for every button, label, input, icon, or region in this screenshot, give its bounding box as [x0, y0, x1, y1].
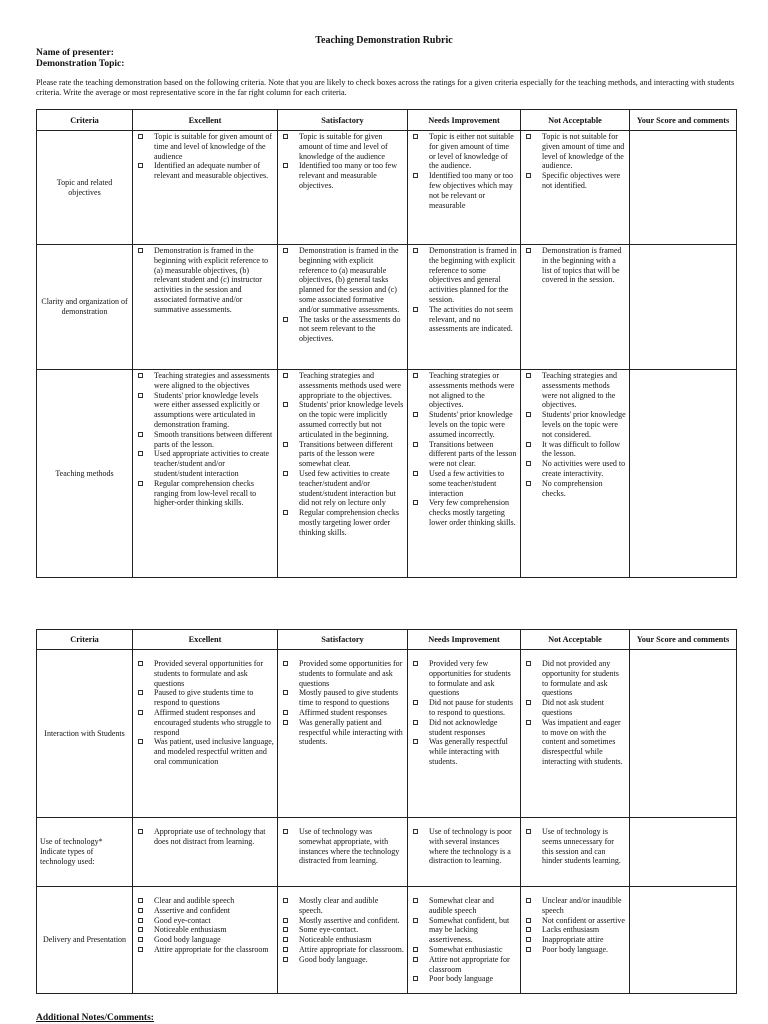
checkbox[interactable]: [526, 481, 531, 486]
criteria-cell: Clarity and organization of demonstration: [37, 245, 133, 370]
rubric-item-text: Teaching strategies and assessments methods used were appropriate to the objectives.: [299, 371, 401, 400]
checkbox[interactable]: [138, 908, 143, 913]
rubric-item-text: Appropriate use of technology that does not distract from learning.: [154, 827, 266, 846]
checkbox[interactable]: [138, 661, 143, 666]
criteria-cell: Interaction with Students: [37, 650, 133, 818]
checkbox[interactable]: [138, 451, 143, 456]
header-criteria: Criteria: [37, 110, 133, 131]
rubric-row-interaction-with-students: [37, 650, 737, 818]
rubric-item: [281, 718, 404, 747]
rubric-item: [281, 400, 404, 439]
rubric-item-text: Good eye-contact: [154, 915, 211, 925]
rating-cell-not-acceptable: [521, 245, 630, 370]
rubric-item: [411, 659, 517, 698]
rubric-item-text: Was patient, used inclusive language, and modeled respectful written and oral communication: [154, 737, 274, 766]
checkbox[interactable]: [413, 412, 418, 417]
score-comments-cell[interactable]: [630, 818, 737, 887]
rubric-item: [136, 916, 274, 926]
score-comments-cell[interactable]: [630, 131, 737, 245]
rubric-item-text: Regular comprehension checks ranging from low-level recall to higher-order thinking skills.: [154, 478, 257, 508]
rubric-item-text: Was generally respectful while interacting with students.: [429, 737, 508, 766]
rubric-table-1: [36, 109, 737, 578]
rubric-item-text: Topic is either not suitable for given amount of time or level of knowledge of the audience.: [429, 132, 514, 171]
instructions-text: Please rate the teaching demonstration based on the following criteria. Note that you are likely to check boxes across the ratings for a given criteria especially for the teaching methods, and interacting with students criteria. Write the average or most representative score in the far right column for each criteria.: [36, 78, 735, 97]
rubric-item: [281, 508, 404, 537]
rubric-item: [281, 925, 404, 935]
checkbox[interactable]: [283, 373, 288, 378]
rating-cell-not-acceptable: [521, 818, 630, 887]
rubric-item: [281, 371, 404, 400]
score-comments-cell[interactable]: [630, 650, 737, 818]
rubric-item: [524, 371, 626, 410]
checkbox[interactable]: [283, 947, 288, 952]
rubric-item-text: Smooth transitions between different parts of the lesson.: [154, 429, 273, 449]
rubric-item: [411, 896, 517, 916]
rubric-item: [281, 827, 404, 866]
checkbox[interactable]: [526, 898, 531, 903]
checkbox[interactable]: [283, 927, 288, 932]
rubric-item-text: Poor body language: [429, 974, 493, 984]
rubric-item: [136, 479, 274, 508]
header-satisfactory: Satisfactory: [278, 630, 408, 650]
rating-cell-satisfactory: [278, 245, 408, 370]
rating-cell-excellent: [133, 245, 278, 370]
rubric-item-text: Good body language.: [299, 954, 368, 964]
rubric-item: [411, 916, 517, 945]
checkbox[interactable]: [138, 710, 143, 715]
rating-cell-satisfactory: [278, 818, 408, 887]
rubric-item: [136, 449, 274, 478]
header-not-acceptable: Not Acceptable: [521, 630, 630, 650]
rubric-item-text: Somewhat clear and audible speech: [429, 896, 494, 915]
rubric-item-text: Used a few activities to some teacher/student interaction: [429, 468, 505, 498]
checkbox[interactable]: [283, 957, 288, 962]
rubric-item: [524, 171, 626, 191]
rubric-item-text: Used few activities to create teacher/student and/or student/student interaction but did not rely on lecture only: [299, 468, 396, 508]
checkbox[interactable]: [283, 442, 288, 447]
checkbox[interactable]: [413, 173, 418, 178]
checkbox[interactable]: [138, 947, 143, 952]
score-comments-cell[interactable]: [630, 370, 737, 578]
rubric-item-text: Clear and audible speech: [154, 896, 235, 905]
rubric-item: [411, 371, 517, 410]
rubric-item: [281, 246, 404, 315]
checkbox[interactable]: [413, 918, 418, 923]
rubric-item: [524, 440, 626, 460]
rubric-item: [136, 737, 274, 766]
rubric-item-text: Used appropriate activities to create teacher/student and/or student/student interaction: [154, 449, 270, 478]
header-excellent: Excellent: [133, 110, 278, 131]
checkbox[interactable]: [138, 898, 143, 903]
rubric-item-text: Students' prior knowledge levels were either assessed explicitly or assumptions were articulated in demonstration framing.: [154, 390, 260, 429]
rubric-item: [136, 925, 274, 935]
rubric-item: [136, 827, 274, 847]
rubric-item-text: No activities were used to create interactivity.: [542, 459, 626, 478]
rubric-item: [524, 698, 626, 718]
checkbox[interactable]: [526, 661, 531, 666]
checkbox[interactable]: [283, 918, 288, 923]
topic-label: Demonstration Topic:: [36, 59, 125, 69]
checkbox[interactable]: [526, 720, 531, 725]
rubric-item: [524, 479, 626, 499]
rubric-item-text: Somewhat confident, but may be lacking assertiveness.: [429, 915, 510, 945]
rubric-item-text: Topic is not suitable for given amount of time and level of knowledge of the audience.: [542, 132, 625, 171]
rubric-item-text: Topic is suitable for given amount of time and level of knowledge of the audience: [299, 132, 388, 161]
rubric-item: [281, 916, 404, 926]
rubric-item-text: Mostly paused to give students time to respond to questions: [299, 688, 399, 708]
rating-cell-excellent: [133, 818, 278, 887]
checkbox[interactable]: [413, 248, 418, 253]
checkbox[interactable]: [413, 720, 418, 725]
checkbox[interactable]: [413, 500, 418, 505]
rubric-item: [411, 945, 517, 955]
rubric-item: [136, 430, 274, 450]
rubric-item-text: Did not acknowledge student responses: [429, 717, 498, 737]
rubric-item-text: Attire appropriate for classroom.: [299, 944, 404, 954]
rubric-item: [524, 659, 626, 698]
rubric-item-text: Poor body language.: [542, 944, 608, 954]
rubric-item: [136, 132, 274, 161]
rating-cell-needs-improvement: [408, 650, 521, 818]
rubric-item: [281, 945, 404, 955]
checkbox[interactable]: [138, 393, 143, 398]
rating-cell-needs-improvement: [408, 887, 521, 994]
checkbox[interactable]: [413, 898, 418, 903]
rubric-item: [136, 896, 274, 906]
rubric-item: [411, 698, 517, 718]
rubric-item-text: Some eye-contact.: [299, 925, 359, 935]
checkbox[interactable]: [283, 248, 288, 253]
rating-cell-satisfactory: [278, 370, 408, 578]
rating-cell-not-acceptable: [521, 887, 630, 994]
rating-cell-excellent: [133, 650, 278, 818]
rubric-row-delivery-and-presentation: [37, 887, 737, 994]
rubric-item-text: Mostly clear and audible speech.: [299, 896, 379, 915]
rubric-item-text: Demonstration is framed in the beginning with explicit reference to some objectives and general activities planned for the session.: [429, 246, 517, 304]
rating-cell-not-acceptable: [521, 370, 630, 578]
rating-cell-excellent: [133, 370, 278, 578]
rubric-item-text: The activities do not seem relevant, and no assessments are indicated.: [429, 304, 513, 334]
rubric-item: [411, 737, 517, 766]
rubric-row-use-of-technology-indicate-typ: [37, 818, 737, 887]
rating-cell-satisfactory: [278, 650, 408, 818]
rubric-row-clarity-and-organization-of-de: [37, 245, 737, 370]
rubric-item-text: Did not provided any opportunity for students to formulate and ask questions: [542, 659, 619, 698]
checkbox[interactable]: [526, 248, 531, 253]
rubric-item-text: Teaching strategies and assessments were aligned to the objectives: [154, 371, 270, 390]
checkbox[interactable]: [413, 307, 418, 312]
checkbox[interactable]: [526, 442, 531, 447]
rubric-item-text: Regular comprehension checks mostly targeting lower order thinking skills.: [299, 508, 399, 537]
header-score-comments: Your Score and comments: [630, 630, 737, 650]
checkbox[interactable]: [526, 412, 531, 417]
checkbox[interactable]: [138, 937, 143, 942]
header-excellent: Excellent: [133, 630, 278, 650]
checkbox[interactable]: [283, 134, 288, 139]
rubric-item-text: Affirmed student responses: [299, 707, 387, 717]
header-criteria: Criteria: [37, 630, 133, 650]
checkbox[interactable]: [138, 829, 143, 834]
rubric-item-text: Did not ask student questions: [542, 698, 604, 717]
rubric-item: [524, 935, 626, 945]
checkbox[interactable]: [413, 976, 418, 981]
checkbox[interactable]: [283, 317, 288, 322]
checkbox[interactable]: [413, 373, 418, 378]
rubric-item: [411, 718, 517, 738]
checkbox[interactable]: [138, 134, 143, 139]
checkbox[interactable]: [138, 927, 143, 932]
checkbox[interactable]: [138, 373, 143, 378]
rubric-item: [411, 974, 517, 984]
rubric-item-text: Lacks enthusiasm: [542, 925, 600, 935]
checkbox[interactable]: [283, 829, 288, 834]
checkbox[interactable]: [283, 471, 288, 476]
checkbox[interactable]: [413, 442, 418, 447]
rubric-item-text: Good body language: [154, 935, 221, 945]
rubric-item: [281, 659, 404, 688]
rubric-item: [524, 718, 626, 767]
rubric-item-text: Use of technology is poor with several instances where the technology is a distraction to learning.: [429, 827, 512, 866]
rubric-item: [411, 440, 517, 469]
rubric-item: [524, 896, 626, 916]
checkbox[interactable]: [138, 918, 143, 923]
rubric-item-text: Teaching strategies or assessments methods were not aligned to the objectives.: [429, 371, 515, 410]
rubric-item-text: Very few comprehension checks mostly targeting lower order thinking skills.: [429, 498, 516, 527]
checkbox[interactable]: [283, 510, 288, 515]
rating-cell-needs-improvement: [408, 818, 521, 887]
rubric-item: [411, 410, 517, 439]
checkbox[interactable]: [138, 739, 143, 744]
rating-cell-needs-improvement: [408, 245, 521, 370]
rubric-item: [524, 945, 626, 955]
checkbox[interactable]: [413, 134, 418, 139]
rubric-item: [524, 410, 626, 439]
checkbox[interactable]: [413, 947, 418, 952]
rubric-item: [136, 935, 274, 945]
rubric-item: [281, 440, 404, 469]
presenter-label: Name of presenter:: [36, 48, 114, 58]
rubric-table-2: [36, 629, 737, 994]
rubric-item: [411, 827, 517, 866]
rubric-row-teaching-methods: [37, 370, 737, 578]
header-score-comments: Your Score and comments: [630, 110, 737, 131]
header-needs-improvement: Needs Improvement: [408, 630, 521, 650]
checkbox[interactable]: [526, 173, 531, 178]
rubric-item-text: Attire not appropriate for classroom: [429, 954, 510, 974]
checkbox[interactable]: [138, 481, 143, 486]
rubric-item: [281, 132, 404, 161]
rubric-item-text: Paused to give students time to respond to questions: [154, 688, 254, 708]
checkbox[interactable]: [283, 661, 288, 666]
checkbox[interactable]: [413, 471, 418, 476]
criteria-cell: Use of technology* Indicate types of technology used:: [37, 818, 133, 887]
rubric-item-text: No comprehension checks.: [542, 478, 603, 498]
rubric-item: [411, 132, 517, 171]
rubric-row-topic-and-related-objectives: [37, 131, 737, 245]
rubric-item: [411, 498, 517, 527]
rubric-item-text: Demonstration is framed in the beginning with a list of topics that will be covered in the session.: [542, 246, 622, 285]
rubric-item-text: Identified too many or too few relevant and measurable objectives.: [299, 161, 397, 190]
rubric-item: [524, 925, 626, 935]
header-not-acceptable: Not Acceptable: [521, 110, 630, 131]
checkbox[interactable]: [413, 700, 418, 705]
checkbox[interactable]: [138, 163, 143, 168]
rubric-item: [136, 659, 274, 688]
rubric-item: [136, 161, 274, 181]
rubric-item-text: Transitions between different parts of the lesson were not clear.: [429, 439, 517, 469]
rating-cell-needs-improvement: [408, 131, 521, 245]
checkbox[interactable]: [526, 700, 531, 705]
rubric-item: [411, 171, 517, 210]
rubric-item-text: Demonstration is framed in the beginning with explicit reference to (a) measurable objectives, (b) general tasks planned for the session and (c) some associated formative and/or summative assessments.: [299, 246, 400, 314]
rubric-item: [136, 688, 274, 708]
rubric-item-text: Provided several opportunities for students to formulate and ask questions: [154, 659, 264, 688]
rubric-item: [411, 469, 517, 498]
rubric-item-text: Provided some opportunities for students to formulate and ask questions: [299, 659, 403, 688]
checkbox[interactable]: [413, 739, 418, 744]
rubric-item-text: Students' prior knowledge levels on the topic were implicitly assumed correctly but not articulated in the beginning.: [299, 400, 404, 439]
checkbox[interactable]: [526, 937, 531, 942]
checkbox[interactable]: [283, 710, 288, 715]
checkbox[interactable]: [526, 134, 531, 139]
checkbox[interactable]: [283, 937, 288, 942]
rubric-item-text: Topic is suitable for given amount of time and level of knowledge of the audience: [154, 132, 273, 161]
rubric-item: [411, 955, 517, 975]
rubric-item-text: Specific objectives were not identified.: [542, 171, 621, 190]
checkbox[interactable]: [283, 720, 288, 725]
rubric-item-text: Teaching strategies and assessments methods were not aligned to the objectives.: [542, 371, 617, 410]
criteria-cell: Delivery and Presentation: [37, 887, 133, 994]
checkbox[interactable]: [526, 918, 531, 923]
rubric-item-text: Not confident or assertive: [542, 915, 625, 925]
rubric-item-text: Students' prior knowledge levels on the topic were assumed incorrectly.: [429, 410, 513, 439]
rubric-item: [281, 955, 404, 965]
rubric-item: [411, 246, 517, 305]
rubric-item-text: Attire appropriate for the classroom: [154, 944, 269, 954]
criteria-cell: Topic and related objectives: [37, 131, 133, 245]
score-comments-cell[interactable]: [630, 245, 737, 370]
checkbox[interactable]: [413, 661, 418, 666]
rubric-item-text: It was difficult to follow the lesson.: [542, 439, 621, 459]
rubric-item: [136, 371, 274, 391]
rubric-item-text: Students' prior knowledge levels on the topic were not considered.: [542, 410, 626, 439]
criteria-cell: Teaching methods: [37, 370, 133, 578]
checkbox[interactable]: [283, 898, 288, 903]
rubric-item-text: Demonstration is framed in the beginning with explicit reference to (a) measurable objectives, (b) relevant student and (c) instructor activities in the session and associated formative and/or summative assessments.: [154, 246, 269, 314]
rubric-item-text: Was impatient and eager to move on with the content and sometimes disrespectful while interacting with students.: [542, 717, 623, 766]
rubric-item-text: Use of technology is seems unnecessary for this session and can hinder students learning.: [542, 827, 621, 866]
rubric-item-text: Assertive and confident: [154, 905, 230, 915]
rubric-item-text: Identified too many or too few objectives which may not be relevant or measurable: [429, 171, 513, 210]
rubric-item-text: Mostly assertive and confident.: [299, 915, 400, 925]
checkbox[interactable]: [413, 957, 418, 962]
rating-cell-excellent: [133, 131, 278, 245]
header-satisfactory: Satisfactory: [278, 110, 408, 131]
rubric-item: [524, 246, 626, 285]
rubric-item-text: Unclear and/or inaudible speech: [542, 896, 622, 915]
rubric-item: [524, 916, 626, 926]
rubric-item-text: Transitions between different parts of the lesson were somewhat clear.: [299, 439, 393, 469]
rubric-item: [136, 391, 274, 430]
additional-notes-label: Additional Notes/Comments:: [36, 1013, 154, 1023]
rating-cell-not-acceptable: [521, 131, 630, 245]
rubric-item-text: Provided very few opportunities for students to formulate and ask questions: [429, 659, 511, 698]
rubric-item: [281, 161, 404, 190]
rubric-item: [281, 315, 404, 344]
checkbox[interactable]: [283, 163, 288, 168]
checkbox[interactable]: [138, 248, 143, 253]
checkbox[interactable]: [526, 461, 531, 466]
rating-cell-satisfactory: [278, 887, 408, 994]
rubric-item-text: Did not pause for students to respond to questions.: [429, 698, 513, 717]
checkbox[interactable]: [526, 829, 531, 834]
rubric-item: [136, 945, 274, 955]
checkbox[interactable]: [526, 947, 531, 952]
rubric-item-text: Somewhat enthusiastic: [429, 944, 503, 954]
checkbox[interactable]: [413, 829, 418, 834]
rating-cell-needs-improvement: [408, 370, 521, 578]
checkbox[interactable]: [138, 690, 143, 695]
rubric-item: [136, 246, 274, 315]
rubric-item: [136, 906, 274, 916]
rating-cell-excellent: [133, 887, 278, 994]
checkbox[interactable]: [526, 927, 531, 932]
rating-cell-not-acceptable: [521, 650, 630, 818]
rubric-item-text: Noticeable enthusiasm: [299, 935, 372, 945]
rubric-item: [281, 469, 404, 508]
page-title: Teaching Demonstration Rubric: [315, 35, 453, 46]
rubric-item: [136, 708, 274, 737]
rubric-item-text: Affirmed student responses and encouraged students who struggle to respond: [154, 707, 271, 737]
rubric-item: [524, 827, 626, 866]
rubric-item: [281, 896, 404, 916]
rubric-item-text: The tasks or the assessments do not seem relevant to the objectives.: [299, 314, 401, 344]
checkbox[interactable]: [283, 690, 288, 695]
rubric-item: [281, 935, 404, 945]
header-needs-improvement: Needs Improvement: [408, 110, 521, 131]
checkbox[interactable]: [283, 402, 288, 407]
rubric-item: [281, 708, 404, 718]
rating-cell-satisfactory: [278, 131, 408, 245]
rubric-item: [281, 688, 404, 708]
rubric-item: [524, 132, 626, 171]
rubric-item-text: Identified an adequate number of relevant and measurable objectives.: [154, 161, 269, 181]
score-comments-cell[interactable]: [630, 887, 737, 994]
rubric-item: [411, 305, 517, 334]
rubric-item-text: Inappropriate attire: [542, 935, 604, 945]
rubric-item-text: Noticeable enthusiasm: [154, 925, 227, 935]
rubric-item-text: Use of technology was somewhat appropriate, with instances where the technology distracted from learning.: [299, 827, 400, 866]
checkbox[interactable]: [138, 432, 143, 437]
rubric-item: [524, 459, 626, 479]
rubric-item-text: Was generally patient and respectful while interacting with students.: [299, 717, 403, 747]
checkbox[interactable]: [526, 373, 531, 378]
